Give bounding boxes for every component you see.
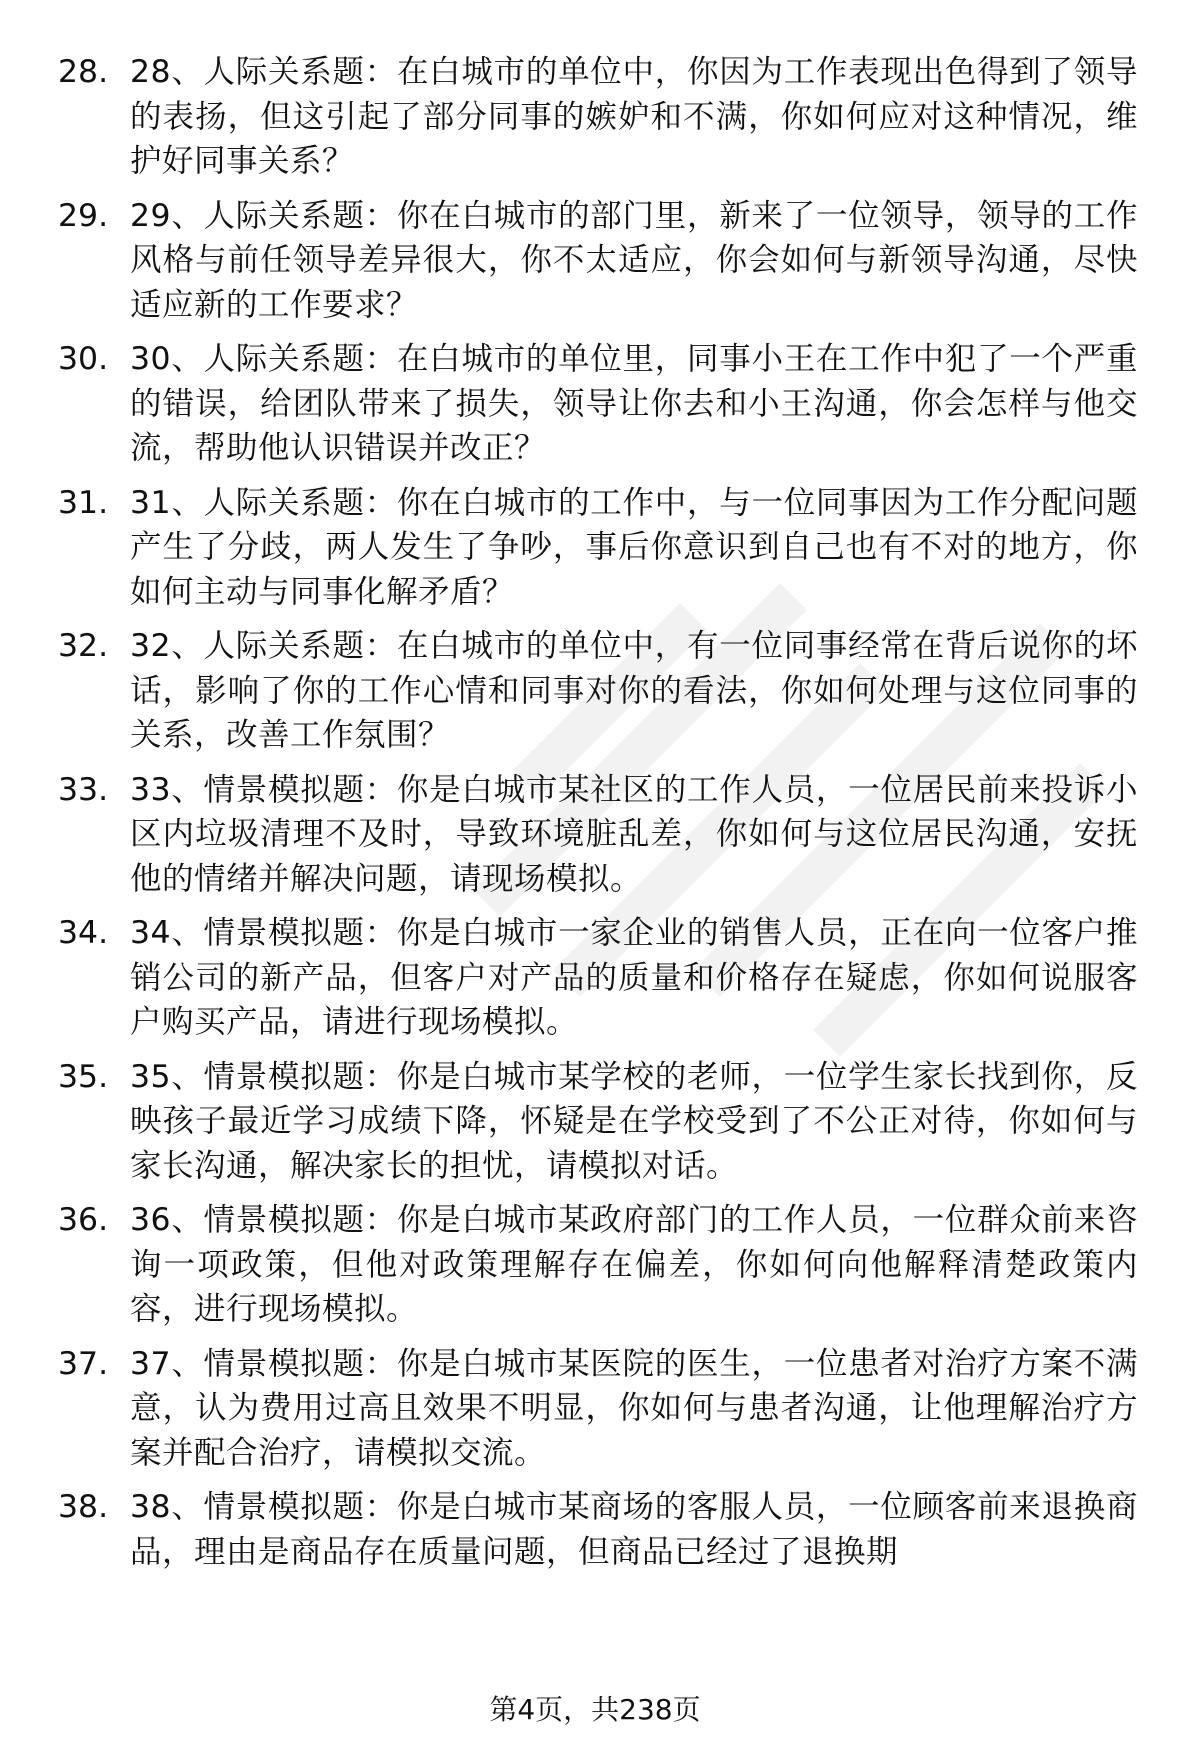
item-number: 28. — [58, 54, 109, 90]
item-text: 30、人际关系题：在白城市的单位里，同事小王在工作中犯了一个严重的错误，给团队带来了损失，领导让你去和小王沟通，你会怎样与他交流，帮助他认识错误并改正？ — [130, 341, 1138, 466]
item-text: 28、人际关系题：在白城市的单位中，你因为工作表现出色得到了领导的表扬，但这引起了部分同事的嫉妒和不满，你如何应对这种情况，维护好同事关系？ — [130, 54, 1138, 179]
list-item — [58, 1342, 1148, 1476]
list-item — [58, 337, 1148, 471]
list-item — [58, 1198, 1148, 1332]
item-number: 32. — [58, 628, 109, 664]
list-item — [58, 768, 1148, 902]
list-item — [58, 911, 1148, 1045]
item-text: 37、情景模拟题：你是白城市某医院的医生，一位患者对治疗方案不满意，认为费用过高且效果不明显，你如何与患者沟通，让他理解治疗方案并配合治疗，请模拟交流。 — [130, 1345, 1138, 1471]
item-number: 38. — [58, 1489, 109, 1525]
item-number: 31. — [58, 484, 109, 521]
item-number: 37. — [58, 1345, 109, 1382]
item-text: 34、情景模拟题：你是白城市一家企业的销售人员，正在向一位客户推销公司的新产品，但客户对产品的质量和价格存在疑虑，你如何说服客户购买产品，请进行现场模拟。 — [130, 915, 1138, 1040]
item-number: 35. — [58, 1058, 109, 1095]
list-item — [58, 1055, 1148, 1189]
item-number: 36. — [58, 1202, 109, 1238]
list-item — [58, 481, 1148, 615]
list-item — [58, 624, 1148, 758]
item-text: 36、情景模拟题：你是白城市某政府部门的工作人员，一位群众前来咨询一项政策，但他对政策理解存在偏差，你如何向他解释清楚政策内容，进行现场模拟。 — [130, 1202, 1138, 1327]
item-text: 31、人际关系题：你在白城市的工作中，与一位同事因为工作分配问题产生了分歧，两人发生了争吵，事后你意识到自己也有不对的地方，你如何主动与同事化解矛盾？ — [130, 484, 1138, 610]
item-text: 29、人际关系题：你在白城市的部门里，新来了一位领导，领导的工作风格与前任领导差异很大，你不太适应，你会如何与新领导沟通，尽快适应新的工作要求？ — [130, 197, 1138, 323]
list-item — [58, 1485, 1148, 1574]
item-text: 35、情景模拟题：你是白城市某学校的老师，一位学生家长找到你，反映孩子最近学习成绩下降，怀疑是在学校受到了不公正对待，你如何与家长沟通，解决家长的担忧，请模拟对话。 — [130, 1058, 1138, 1184]
item-number: 33. — [58, 771, 109, 808]
item-number: 29. — [58, 197, 109, 234]
item-text: 38、情景模拟题：你是白城市某商场的客服人员，一位顾客前来退换商品，理由是商品存在质量问题，但商品已经过了退换期 — [130, 1489, 1138, 1570]
question-list — [58, 50, 1148, 1584]
item-text: 32、人际关系题：在白城市的单位中，有一位同事经常在背后说你的坏话，影响了你的工作心情和同事对你的看法，你如何处理与这位同事的关系，改善工作氛围？ — [130, 628, 1138, 753]
list-item — [58, 50, 1148, 184]
item-text: 33、情景模拟题：你是白城市某社区的工作人员，一位居民前来投诉小区内垃圾清理不及时，导致环境脏乱差，你如何与这位居民沟通，安抚他的情绪并解决问题，请现场模拟。 — [130, 771, 1138, 897]
item-number: 34. — [58, 915, 109, 951]
list-item — [58, 194, 1148, 328]
page-footer: 第4页，共238页 — [489, 1693, 701, 1726]
item-number: 30. — [58, 341, 109, 377]
